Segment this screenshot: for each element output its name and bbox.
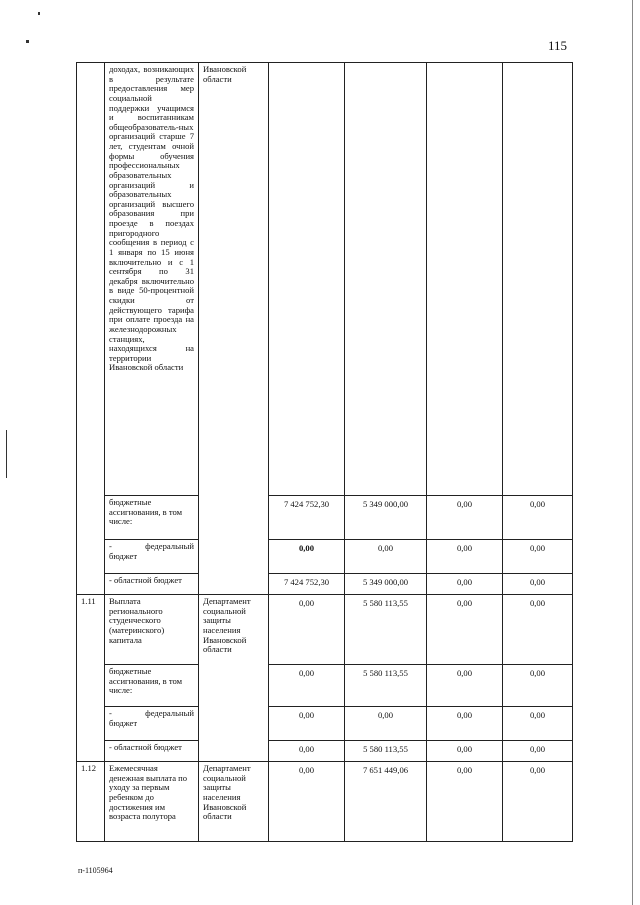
- federal-label: - федеральный: [109, 708, 194, 718]
- value-cell: 7 424 752,30: [269, 574, 345, 595]
- row-number-cell: [77, 63, 105, 595]
- value-cell: 0,00: [427, 665, 503, 707]
- value-cell: 0,00: [503, 665, 573, 707]
- executor-cell: Департамент социальной защиты населения Ивановской области: [199, 595, 269, 762]
- value-cell: 0,00: [503, 595, 573, 665]
- ba-label-cell: бюджетные ассигнования, в том числе:: [105, 496, 199, 540]
- value-cell: 0,00: [269, 741, 345, 762]
- federal-label-cont: бюджет: [109, 550, 138, 561]
- value-cell: 0,00: [427, 574, 503, 595]
- scan-mark: [632, 0, 633, 905]
- row-number-cell: 1.11: [77, 595, 105, 762]
- value-cell: 5 349 000,00: [345, 574, 427, 595]
- regional-label-cell: - областной бюджет: [105, 741, 199, 762]
- value-cell: 0,00: [269, 595, 345, 665]
- value-cell: 0,00: [503, 762, 573, 842]
- table-row: [77, 63, 573, 496]
- federal-label-cell: [105, 540, 199, 574]
- value-cell: 0,00: [503, 540, 573, 574]
- value-cell: 7 424 752,30: [269, 496, 345, 540]
- value-cell: 0,00: [269, 762, 345, 842]
- page-number: 115: [548, 38, 568, 53]
- footer-code: п-1105964: [78, 866, 113, 875]
- value-cell: 0,00: [503, 707, 573, 741]
- scan-mark: [26, 40, 29, 43]
- value-cell: 0,00: [269, 665, 345, 707]
- scan-mark: [38, 12, 40, 15]
- value-cell: 0,00: [427, 741, 503, 762]
- measure-name-cell: Выплата регионального студенческого (материнского) капитала: [105, 595, 199, 665]
- value-cell: 0,00: [427, 540, 503, 574]
- value-cell: 0,00: [503, 741, 573, 762]
- value-cell: 0,00: [269, 540, 345, 574]
- budget-table: [76, 62, 573, 842]
- value-cell: 5 580 113,55: [345, 665, 427, 707]
- executor-cell: Департамент социальной защиты населения Ивановской области: [199, 762, 269, 842]
- table-row: [77, 540, 573, 574]
- value-cell: 0,00: [427, 496, 503, 540]
- scan-mark: [6, 430, 7, 478]
- value-cell: 5 580 113,55: [345, 595, 427, 665]
- value-cell: 0,00: [269, 707, 345, 741]
- measure-name-cell: Ежемесячная денежная выплата по уходу за первым ребенком до достижения им возраста полутора: [105, 762, 199, 842]
- value-cell: 5 580 113,55: [345, 741, 427, 762]
- value-cell: 0,00: [427, 707, 503, 741]
- value-cell: [345, 63, 427, 496]
- table-row: [77, 741, 573, 762]
- regional-label-cell: - областной бюджет: [105, 574, 199, 595]
- value-cell: 0,00: [503, 496, 573, 540]
- value-cell: 7 651 449,06: [345, 762, 427, 842]
- measure-name-cell: доходах, возникающих в результате предоставления мер социальной поддержки учащимся и воспитанникам общеобразователь-ных организаций старше 7 лет, студентам очной формы обучения профессиональных образовательных организаций и образовательных организаций высшего образования при проезде в поездах пригородного сообщения в период с 1 января по 15 июня включительно и с 1 сентября по 31 декабря включительно в виде 50-процентной скидки от действующего тарифа при оплате проезда на железнодорожных станциях, находящихся на территории Ивановской области: [105, 63, 199, 496]
- value-cell: 0,00: [427, 762, 503, 842]
- table-row: [77, 762, 573, 842]
- value-cell: [503, 63, 573, 496]
- value-cell: 5 349 000,00: [345, 496, 427, 540]
- value-cell: 0,00: [503, 574, 573, 595]
- federal-label-cell: [105, 707, 199, 741]
- executor-cell: Ивановской области: [199, 63, 269, 595]
- federal-label: - федеральный: [109, 541, 194, 551]
- table-row: [77, 496, 573, 540]
- value-cell: 0,00: [345, 540, 427, 574]
- table-row: [77, 595, 573, 665]
- federal-label-cont: бюджет: [109, 717, 138, 728]
- value-cell: [427, 63, 503, 496]
- table-row: [77, 707, 573, 741]
- value-cell: [269, 63, 345, 496]
- table-row: [77, 574, 573, 595]
- row-number-cell: 1.12: [77, 762, 105, 842]
- value-cell: 0,00: [345, 707, 427, 741]
- ba-label-cell: бюджетные ассигнования, в том числе:: [105, 665, 199, 707]
- table-row: [77, 665, 573, 707]
- value-cell: 0,00: [427, 595, 503, 665]
